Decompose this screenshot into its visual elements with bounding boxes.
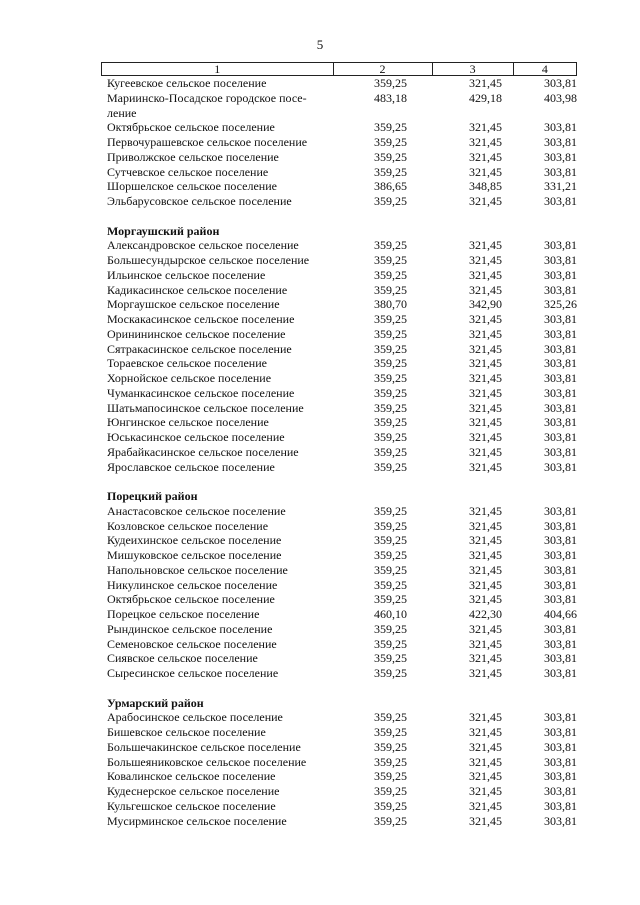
settlement-name: Рындинское сельское поселение: [107, 621, 273, 636]
value-col-4: 303,81: [544, 710, 577, 725]
settlement-name: Ярабайкасинское сельское поселение: [107, 444, 299, 459]
value-col-3: 321,45: [469, 636, 502, 651]
settlement-name: Оринининское сельское поселение: [107, 326, 286, 341]
value-col-3: 422,30: [469, 607, 502, 621]
value-col-2: 359,25: [374, 282, 407, 297]
value-col-2: 359,25: [374, 769, 407, 784]
table-row: [101, 725, 577, 740]
table-row: [101, 710, 577, 725]
value-col-2: 359,25: [374, 267, 407, 282]
value-col-4: 303,81: [544, 533, 577, 548]
table-row: [101, 179, 577, 194]
value-col-2: 359,25: [374, 666, 407, 680]
value-col-3: 321,45: [469, 341, 502, 356]
value-col-2: 359,25: [374, 238, 407, 253]
table-row: [101, 563, 577, 578]
value-col-3: 321,45: [469, 739, 502, 754]
value-col-4: 303,81: [544, 459, 577, 474]
header-col-4: 4: [513, 63, 577, 75]
value-col-3: 321,45: [469, 356, 502, 371]
tariff-table: [101, 62, 577, 828]
value-col-3: 321,45: [469, 518, 502, 533]
settlement-name: Сутчевское сельское поселение: [107, 164, 269, 179]
value-col-3: 321,45: [469, 444, 502, 459]
settlement-name: Октябрьское сельское поселение: [107, 592, 275, 607]
value-col-3: 321,45: [469, 533, 502, 548]
value-col-4: 303,81: [544, 651, 577, 666]
settlement-name: Кудеихинское сельское поселение: [107, 533, 282, 548]
value-col-2: 359,25: [374, 312, 407, 326]
value-col-2: 359,25: [374, 651, 407, 666]
settlement-name: Приволжское сельское поселение: [107, 149, 279, 164]
value-col-4: 303,81: [544, 503, 577, 518]
value-col-3: 321,45: [469, 592, 502, 607]
value-col-4: 303,81: [544, 798, 577, 813]
settlement-name: Октябрьское сельское поселение: [107, 120, 275, 135]
table-row: [101, 342, 577, 357]
value-col-3: 321,45: [469, 76, 502, 90]
table-row: [101, 297, 577, 312]
table-row: [101, 238, 577, 253]
value-col-4: 303,81: [544, 725, 577, 739]
table-row: [101, 784, 577, 799]
settlement-name: Кугеевское сельское поселение: [107, 76, 267, 90]
value-col-2: 359,25: [374, 415, 407, 430]
table-row: [101, 312, 577, 327]
table-row: [101, 194, 577, 209]
value-col-4: 303,81: [544, 666, 577, 680]
value-col-2: 359,25: [374, 444, 407, 459]
settlement-name: Юнгинское сельское поселение: [107, 415, 269, 430]
table-row: [101, 415, 577, 430]
value-col-2: 359,25: [374, 120, 407, 135]
value-col-2: 359,25: [374, 164, 407, 179]
value-col-4: 303,81: [544, 813, 577, 828]
settlement-name: Ильинское сельское поселение: [107, 267, 266, 282]
value-col-2: 359,25: [374, 518, 407, 533]
value-col-3: 321,45: [469, 194, 502, 208]
settlement-name: Анастасовское сельское поселение: [107, 503, 286, 518]
value-col-2: 359,25: [374, 503, 407, 518]
settlement-name: Напольновское сельское поселение: [107, 562, 288, 577]
table-row: [101, 283, 577, 298]
settlement-name: Кадикасинское сельское поселение: [107, 282, 288, 297]
value-col-4: 303,81: [544, 341, 577, 356]
value-col-2: 359,25: [374, 592, 407, 607]
value-col-4: 303,81: [544, 548, 577, 562]
settlement-name: Мариинско-Посадское городское посе-ление: [107, 90, 307, 120]
table-row: [101, 165, 577, 180]
value-col-4: 303,81: [544, 769, 577, 784]
value-col-2: 359,25: [374, 385, 407, 400]
value-col-4: 303,81: [544, 312, 577, 326]
table-row: [101, 253, 577, 268]
value-col-3: 321,45: [469, 503, 502, 518]
section-spacer: [101, 474, 577, 489]
value-col-2: 359,25: [374, 548, 407, 562]
value-col-3: 321,45: [469, 238, 502, 253]
table-header: [101, 62, 577, 76]
settlement-name: Москакасинское сельское поселение: [107, 312, 295, 326]
value-col-2: 359,25: [374, 813, 407, 828]
value-col-2: 359,25: [374, 459, 407, 474]
table-row: [101, 135, 577, 150]
value-col-4: 303,81: [544, 120, 577, 135]
district-title: Порецкий район: [107, 489, 198, 503]
settlement-name: Хорнойское сельское поселение: [107, 371, 272, 385]
table-row: [101, 430, 577, 445]
value-col-2: 359,25: [374, 341, 407, 356]
value-col-2: 359,25: [374, 754, 407, 769]
settlement-name: Шатьмапосинское сельское поселение: [107, 400, 304, 415]
value-col-2: 359,25: [374, 562, 407, 577]
value-col-4: 325,26: [544, 297, 577, 312]
settlement-name: Семеновское сельское поселение: [107, 636, 277, 651]
value-col-3: 321,45: [469, 577, 502, 592]
value-col-4: 303,81: [544, 385, 577, 400]
settlement-name: Александровское сельское поселение: [107, 238, 299, 253]
table-row: [101, 666, 577, 681]
value-col-4: 303,81: [544, 636, 577, 651]
settlement-name: Мусирминское сельское поселение: [107, 813, 287, 828]
value-col-4: 303,81: [544, 577, 577, 592]
value-col-4: 303,81: [544, 739, 577, 754]
header-col-1: 1: [101, 63, 333, 75]
value-col-2: 359,25: [374, 371, 407, 385]
value-col-2: 359,25: [374, 149, 407, 164]
value-col-2: 380,70: [374, 297, 407, 312]
settlement-name: Кудеснерское сельское поселение: [107, 784, 280, 798]
value-col-3: 321,45: [469, 120, 502, 135]
table-row: [101, 637, 577, 652]
settlement-name: Шоршелское сельское поселение: [107, 179, 277, 194]
value-col-3: 321,45: [469, 385, 502, 400]
value-col-3: 321,45: [469, 430, 502, 444]
table-row: [101, 504, 577, 519]
value-col-2: 359,25: [374, 577, 407, 592]
value-col-4: 303,81: [544, 253, 577, 267]
value-col-2: 386,65: [374, 179, 407, 194]
value-col-2: 460,10: [374, 607, 407, 621]
settlement-name: Большесундырское сельское поселение: [107, 253, 310, 267]
value-col-2: 359,25: [374, 194, 407, 208]
value-col-3: 321,45: [469, 149, 502, 164]
value-col-3: 321,45: [469, 371, 502, 385]
value-col-3: 342,90: [469, 297, 502, 312]
settlement-name: Моргаушское сельское поселение: [107, 297, 280, 312]
table-row: [101, 533, 577, 548]
section-spacer: [101, 681, 577, 696]
value-col-2: 359,25: [374, 356, 407, 371]
settlement-name: Ковалинское сельское поселение: [107, 769, 276, 784]
value-col-3: 321,45: [469, 135, 502, 149]
value-col-3: 321,45: [469, 459, 502, 474]
district-title: Моргаушский район: [107, 223, 220, 238]
value-col-4: 303,81: [544, 326, 577, 341]
settlement-name: Первочурашевское сельское поселение: [107, 135, 308, 149]
table-row: [101, 460, 577, 475]
value-col-3: 348,85: [469, 179, 502, 194]
settlement-name: Козловское сельское поселение: [107, 518, 269, 533]
value-col-4: 303,81: [544, 562, 577, 577]
value-col-2: 359,25: [374, 710, 407, 725]
header-col-3: 3: [432, 63, 513, 75]
value-col-2: 483,18: [374, 90, 407, 105]
value-col-3: 321,45: [469, 562, 502, 577]
value-col-3: 429,18: [469, 90, 502, 105]
district-title: Урмарский район: [107, 695, 204, 710]
table-row: [101, 76, 577, 91]
table-row: [101, 548, 577, 563]
value-col-3: 321,45: [469, 754, 502, 769]
table-row: [101, 740, 577, 755]
page-number: 5: [316, 37, 324, 52]
table-body: [101, 76, 577, 828]
table-row: [101, 371, 577, 386]
value-col-2: 359,25: [374, 400, 407, 415]
table-row: [101, 356, 577, 371]
value-col-2: 359,25: [374, 533, 407, 548]
settlement-name: Чуманкасинское сельское поселение: [107, 385, 295, 400]
table-row: [101, 755, 577, 770]
table-row: [101, 401, 577, 416]
value-col-4: 303,81: [544, 164, 577, 179]
value-col-4: 303,81: [544, 400, 577, 415]
settlement-name: Сиявское сельское поселение: [107, 651, 258, 666]
value-col-2: 359,25: [374, 253, 407, 267]
value-col-2: 359,25: [374, 798, 407, 813]
value-col-3: 321,45: [469, 798, 502, 813]
table-row: [101, 592, 577, 607]
value-col-3: 321,45: [469, 710, 502, 725]
settlement-name: Тораевское сельское поселение: [107, 356, 267, 371]
table-row: [101, 91, 577, 121]
value-col-3: 321,45: [469, 282, 502, 297]
value-col-3: 321,45: [469, 651, 502, 666]
value-col-3: 321,45: [469, 415, 502, 430]
value-col-2: 359,25: [374, 739, 407, 754]
value-col-2: 359,25: [374, 784, 407, 798]
value-col-3: 321,45: [469, 326, 502, 341]
settlement-name: Арабосинское сельское поселение: [107, 710, 283, 725]
value-col-4: 303,81: [544, 356, 577, 371]
section-spacer: [101, 209, 577, 224]
settlement-name: Кульгешское сельское поселение: [107, 798, 276, 813]
settlement-name: Эльбарусовское сельское поселение: [107, 194, 292, 208]
settlement-name: Ярославское сельское поселение: [107, 459, 275, 474]
value-col-2: 359,25: [374, 76, 407, 90]
table-row: [101, 799, 577, 814]
value-col-3: 321,45: [469, 253, 502, 267]
table-row: [101, 445, 577, 460]
value-col-2: 359,25: [374, 326, 407, 341]
settlement-name: Порецкое сельское поселение: [107, 607, 260, 621]
value-col-4: 331,21: [544, 179, 577, 194]
table-row: [101, 327, 577, 342]
table-row: [101, 150, 577, 165]
table-row: [101, 769, 577, 784]
value-col-4: 303,81: [544, 267, 577, 282]
settlement-name: Бишевское сельское поселение: [107, 725, 266, 739]
settlement-name: Юськасинское сельское поселение: [107, 430, 285, 444]
value-col-4: 303,81: [544, 371, 577, 385]
value-col-3: 321,45: [469, 548, 502, 562]
settlement-name: Сыресинское сельское поселение: [107, 666, 279, 680]
settlement-name: Большечакинское сельское поселение: [107, 739, 301, 754]
value-col-4: 303,81: [544, 621, 577, 636]
value-col-4: 303,81: [544, 518, 577, 533]
table-row: [101, 386, 577, 401]
value-col-4: 303,81: [544, 135, 577, 149]
value-col-2: 359,25: [374, 135, 407, 149]
value-col-3: 321,45: [469, 769, 502, 784]
value-col-3: 321,45: [469, 813, 502, 828]
value-col-3: 321,45: [469, 784, 502, 798]
value-col-4: 303,81: [544, 76, 577, 90]
value-col-3: 321,45: [469, 666, 502, 680]
value-col-3: 321,45: [469, 164, 502, 179]
settlement-name: Никулинское сельское поселение: [107, 577, 278, 592]
table-row: [101, 814, 577, 829]
value-col-4: 303,81: [544, 415, 577, 430]
settlement-name: Большеяниковское сельское поселение: [107, 754, 307, 769]
value-col-4: 303,81: [544, 238, 577, 253]
value-col-3: 321,45: [469, 312, 502, 326]
value-col-4: 403,98: [544, 90, 577, 105]
value-col-2: 359,25: [374, 430, 407, 444]
header-col-2: 2: [333, 63, 432, 75]
value-col-4: 303,81: [544, 754, 577, 769]
value-col-2: 359,25: [374, 621, 407, 636]
value-col-4: 303,81: [544, 282, 577, 297]
value-col-2: 359,25: [374, 725, 407, 739]
value-col-4: 303,81: [544, 194, 577, 208]
value-col-3: 321,45: [469, 267, 502, 282]
table-row: [101, 519, 577, 534]
table-row: [101, 268, 577, 283]
value-col-4: 303,81: [544, 784, 577, 798]
value-col-2: 359,25: [374, 636, 407, 651]
settlement-name: Сятракасинское сельское поселение: [107, 341, 292, 356]
table-row: [101, 578, 577, 593]
table-row: [101, 622, 577, 637]
value-col-4: 303,81: [544, 592, 577, 607]
table-row: [101, 607, 577, 622]
value-col-3: 321,45: [469, 400, 502, 415]
value-col-3: 321,45: [469, 725, 502, 739]
table-row: [101, 651, 577, 666]
value-col-4: 303,81: [544, 444, 577, 459]
settlement-name: Мишуковское сельское поселение: [107, 548, 282, 562]
table-row: [101, 120, 577, 135]
value-col-4: 303,81: [544, 430, 577, 444]
value-col-4: 303,81: [544, 149, 577, 164]
value-col-4: 404,66: [544, 607, 577, 621]
value-col-3: 321,45: [469, 621, 502, 636]
